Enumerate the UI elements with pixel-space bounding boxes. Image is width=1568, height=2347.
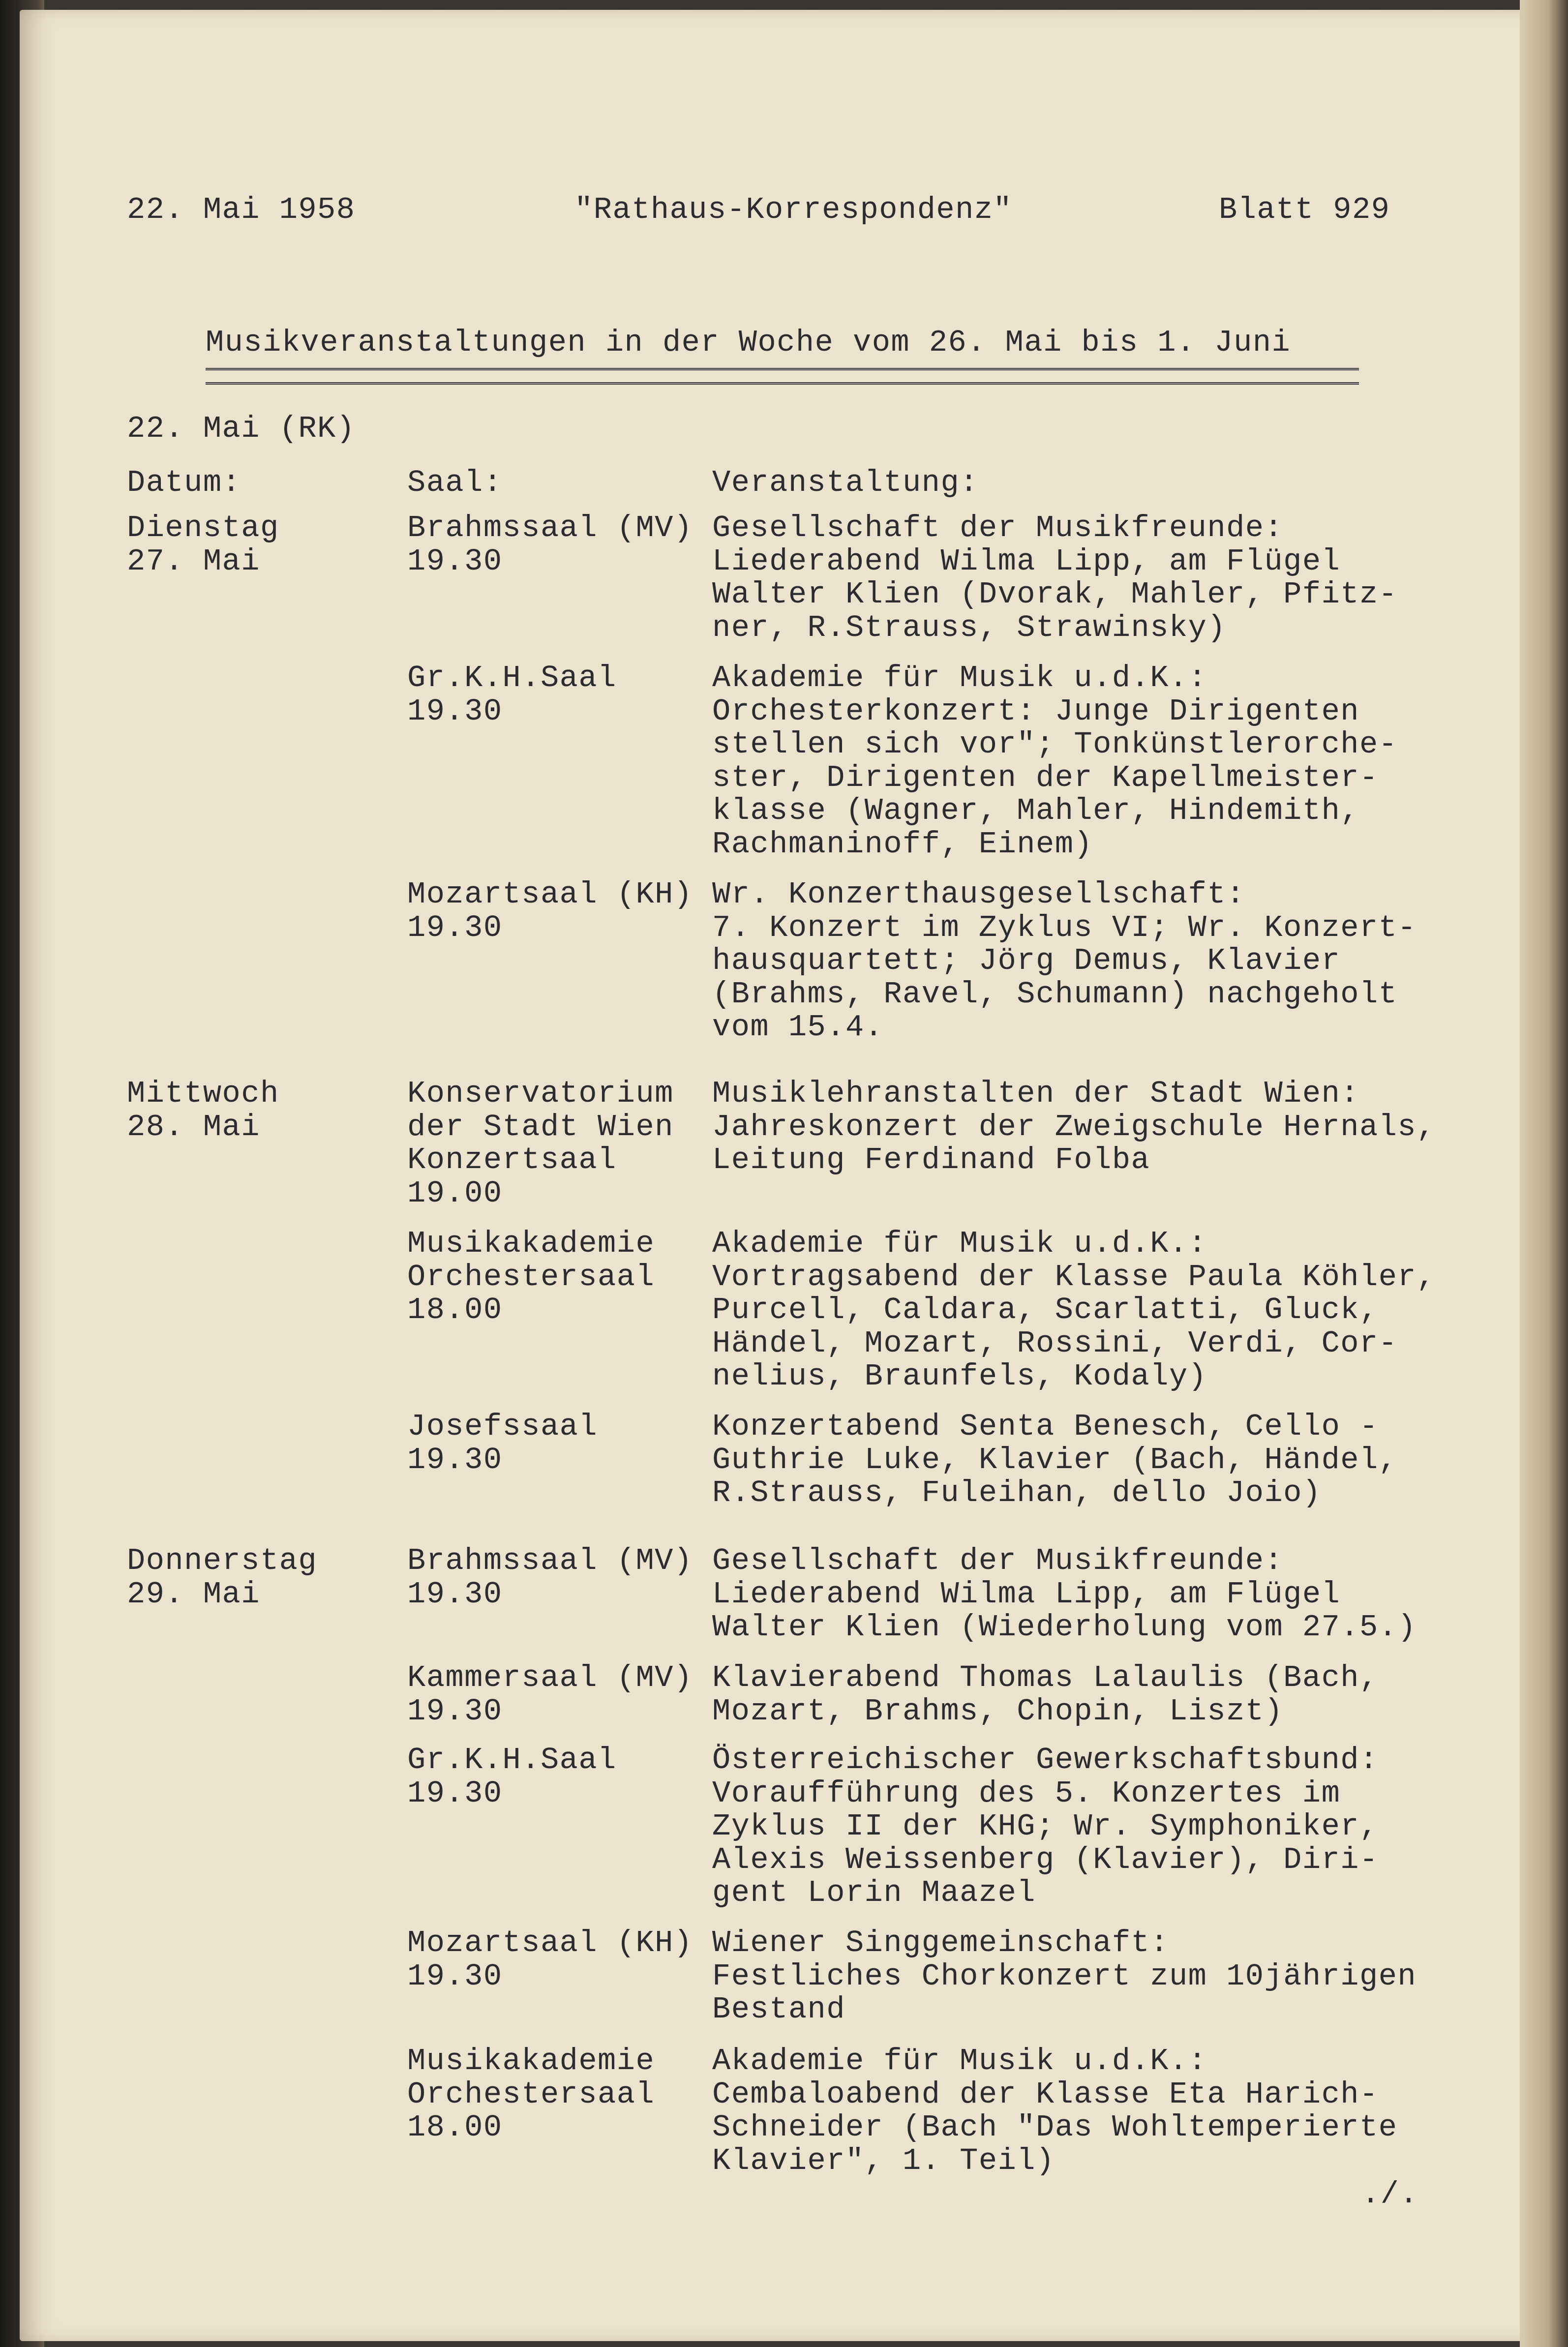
event-hall: Kammersaal (MV) 19.30: [407, 1660, 693, 1729]
day-label: Dienstag 27. Mai: [127, 511, 279, 579]
event-description: Wiener Singgemeinschaft: Festliches Chorkonzert zum 10jährigen Bestand: [712, 1926, 1417, 2027]
dateline: 22. Mai (RK): [127, 411, 356, 446]
event-hall: Gr.K.H.Saal 19.30: [407, 661, 617, 729]
event-hall: Josefssaal 19.30: [407, 1409, 598, 1477]
event-description: Wr. Konzerthausgesellschaft: 7. Konzert im Zyklus VI; Wr. Konzert- hausquartett; Jörg Demus, Klavier (Brahms, Ravel, Schumann) nachgeholt vom 15.4.: [712, 877, 1417, 1045]
header-publication: "Rathaus-Korrespondenz": [574, 192, 1013, 227]
event-description: Musiklehranstalten der Stadt Wien: Jahreskonzert der Zweigschule Hernals, Leitung Ferdinand Folba: [712, 1076, 1436, 1177]
event-hall: Musikakademie Orchestersaal 18.00: [407, 1226, 655, 1327]
event-hall: Brahmssaal (MV) 19.30: [407, 1543, 693, 1612]
document-title: Musikveranstaltungen in der Woche vom 26. Mai bis 1. Juni: [206, 325, 1291, 360]
event-description: Klavierabend Thomas Lalaulis (Bach, Mozart, Brahms, Chopin, Liszt): [712, 1660, 1379, 1729]
event-description: Akademie für Musik u.d.K.: Cembaloabend der Klasse Eta Harich- Schneider (Bach "Das Wohltemperierte Klavier", 1. Teil): [712, 2044, 1398, 2178]
day-label: Donnerstag 29. Mai: [127, 1543, 318, 1612]
column-header-event: Veranstaltung:: [712, 465, 979, 500]
event-hall: Musikakademie Orchestersaal 18.00: [407, 2044, 655, 2145]
event-description: Akademie für Musik u.d.K.: Vortragsabend der Klasse Paula Köhler, Purcell, Caldara, Scarlatti, Gluck, Händel, Mozart, Rossini, Verdi, Cor- nelius, Braunfels, Kodaly): [712, 1226, 1436, 1394]
event-description: Österreichischer Gewerkschaftsbund: Voraufführung des 5. Konzertes im Zyklus II der KHG; Wr. Symphoniker, Alexis Weissenberg (Klavier), Diri- gent Lorin Maazel: [712, 1743, 1379, 1910]
event-hall: Brahmssaal (MV) 19.30: [407, 511, 693, 579]
event-hall: Gr.K.H.Saal 19.30: [407, 1743, 617, 1811]
column-header-date: Datum:: [127, 465, 241, 500]
event-description: Gesellschaft der Musikfreunde: Liederabend Wilma Lipp, am Flügel Walter Klien (Wiederholung vom 27.5.): [712, 1543, 1417, 1645]
event-hall: Konservatorium der Stadt Wien Konzertsaal 19.00: [407, 1076, 674, 1211]
event-description: Konzertabend Senta Benesch, Cello - Guthrie Luke, Klavier (Bach, Händel, R.Strauss, Fuleihan, dello Joio): [712, 1409, 1398, 1510]
header-date: 22. Mai 1958: [127, 192, 356, 227]
column-header-hall: Saal:: [407, 465, 503, 500]
event-description: Gesellschaft der Musikfreunde: Liederabend Wilma Lipp, am Flügel Walter Klien (Dvorak, Mahler, Pfitz- ner, R.Strauss, Strawinsky): [712, 511, 1398, 645]
header-sheet-number: Blatt 929: [1219, 192, 1390, 227]
day-label: Mittwoch 28. Mai: [127, 1076, 279, 1144]
page-edge: [1520, 0, 1568, 2347]
event-description: Akademie für Musik u.d.K.: Orchesterkonzert: Junge Dirigenten stellen sich vor"; Tonkünstlerorche- ster, Dirigenten der Kapellmeister- klasse (Wagner, Mahler, Hindemith, Rachmaninoff, Einem): [712, 661, 1398, 862]
title-underline: [206, 368, 1359, 385]
event-hall: Mozartsaal (KH) 19.30: [407, 1926, 693, 1994]
event-hall: Mozartsaal (KH) 19.30: [407, 877, 693, 945]
continuation-mark: ./.: [1361, 2177, 1419, 2212]
